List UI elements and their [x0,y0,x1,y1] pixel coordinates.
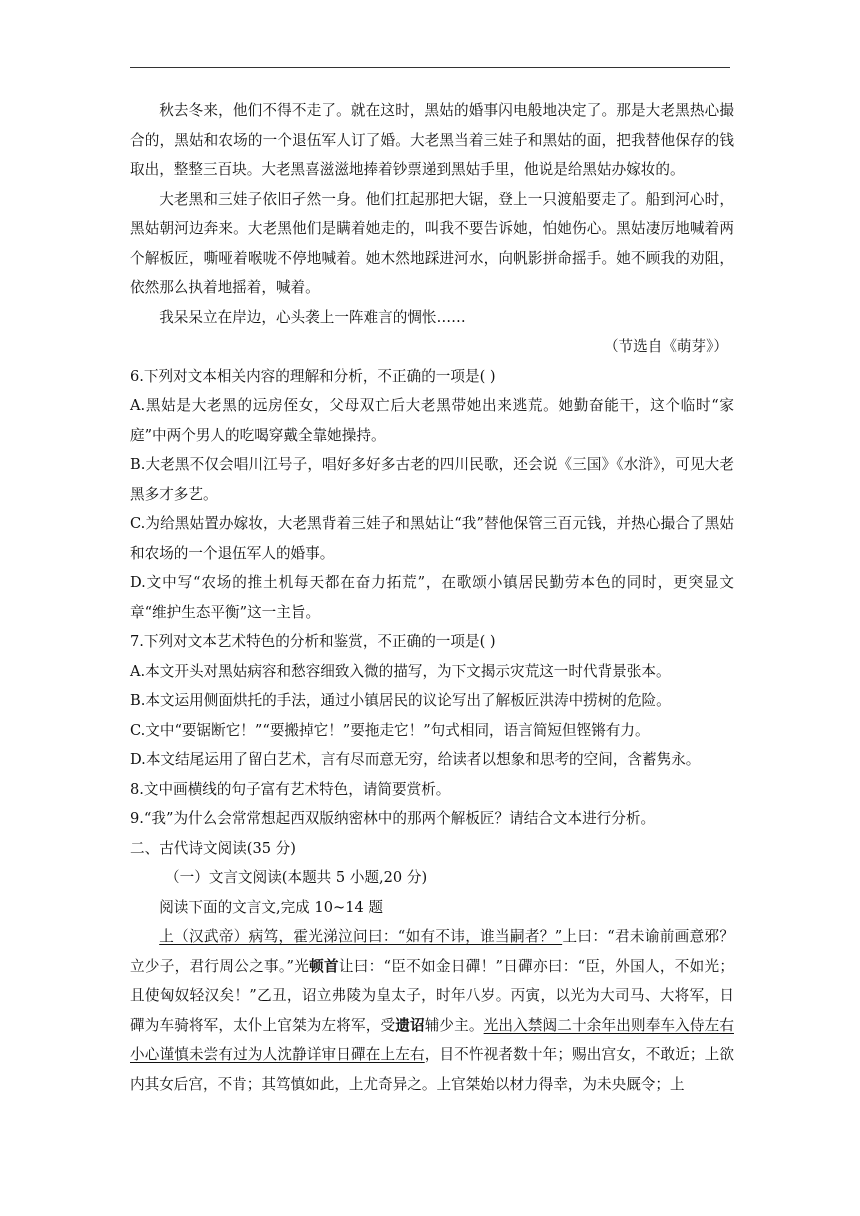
section-heading: 二、古代诗文阅读(35 分) [130,839,296,857]
question-7-option-a: A.本文开头对黑姑病容和愁容细致入微的描写，为下文揭示灾荒这一时代背景张本。 [130,662,671,680]
question-6-stem: 6.下列对文本相关内容的理解和分析，不正确的一项是( ) [130,367,496,385]
question-6-option-d: D.文中写“农场的推土机每天都在奋力拓荒”，在歌颂小镇居民勤劳本色的同时，更突显文章“维护生态平衡”这一主旨。 [130,574,734,621]
question-7-option-b: B.本文运用侧面烘托的手法，通过小镇居民的议论写出了解板匠洪涛中捞树的危险。 [130,692,671,709]
classical-text-4: ，目不忤视者数十年；赐出宫女，不敢近；上欲内其女后宫，不肯；其笃慎如此，上尤奇异之。上官桀始以材力得幸，为未央厩令；上 [130,1046,734,1093]
underlined-sentence-2: 光出入禁闼二十余年出则奉车入侍左右小心谨慎未尝有过为人沈静详审日磾在上左右 [130,1016,734,1063]
classical-text-1: 上曰：“君未谕前画意邪？立少子，君行周公之事。”光 [130,928,734,975]
question-8: 8.文中画横线的句子富有艺术特色，请简要赏析。 [130,780,451,798]
question-6-option-a: A.黑姑是大老黑的远房侄女，父母双亡后大老黑带她出来逃荒。她勤奋能干，这个临时“家庭”中两个男人的吃喝穿戴全靠她操持。 [130,397,734,444]
passage-paragraph-2: 大老黑和三娃子依旧孑然一身。他们扛起那把大锯，登上一只渡船要走了。船到河心时，黑姑朝河边奔来。大老黑他们是瞒着她走的，叫我不要告诉她，怕她伤心。黑姑凄厉地喊着两个解板匠，嘶哑着喉咙不停地喊着。她木然地踩进河水，向帆影拼命摇手。她不顾我的劝阻，依然那么执着地摇着，喊着。 [130,190,734,296]
question-9: 9.“我”为什么会常常想起西双版纳密林中的那两个解板匠？请结合文本进行分析。 [130,810,656,827]
content-area [130,96,734,1099]
reading-instruction: 阅读下面的文言文,完成 10~14 题 [159,898,384,916]
classical-text-2: 让曰：“臣不如金日磾！”日磾亦曰：“臣，外国人，不如光；且使匈奴轻汉矣！”乙丑，诏立弗陵为皇太子，时年八岁。丙寅，以光为大司马、大将军，日磾为车骑将军，太仆上官桀为左将军，受 [130,957,734,1034]
bold-term-dunshou: 顿首 [309,957,339,975]
question-6-option-b: B.大老黑不仅会唱川江号子，唱好多好多古老的四川民歌，还会说《三国》《水浒》，可见大老黑多才多艺。 [130,456,734,503]
header-rule [130,67,730,68]
underlined-sentence-1: 上（汉武帝）病笃，霍光涕泣问曰：“如有不讳，谁当嗣者？” [159,928,563,945]
passage-source: （节选自《萌芽》） [603,338,728,355]
subsection-heading: （一）文言文阅读(本题共 5 小题,20 分) [165,869,428,886]
question-7-option-c: C.文中“要锯断它！”“要搬掉它！”要拖走它！”句式相同，语言简短但铿锵有力。 [130,721,650,739]
classical-text-3: 辅少主。 [424,1016,484,1034]
question-6-option-c: C.为给黑姑置办嫁妆，大老黑背着三娃子和黑姑让“我”替他保管三百元钱，并热心撮合了黑姑和农场的一个退伍军人的婚事。 [130,515,734,562]
question-7-stem: 7.下列对文本艺术特色的分析和鉴赏，不正确的一项是( ) [130,633,496,650]
classical-passage [130,922,734,1099]
question-7-option-d: D.本文结尾运用了留白艺术，言有尽而意无穷，给读者以想象和思考的空间，含蓄隽永。 [130,751,701,768]
bold-term-yizhao: 遗诏 [395,1016,425,1034]
passage-paragraph-3: 我呆呆立在岸边，心头袭上一阵难言的惆怅…… [159,308,466,326]
passage-paragraph-1: 秋去冬来，他们不得不走了。就在这时，黑姑的婚事闪电般地决定了。那是大老黑热心撮合的，黑姑和农场的一个退伍军人订了婚。大老黑当着三娃子和黑姑的面，把我替他保存的钱取出，整整三百块。大老黑喜滋滋地捧着钞票递到黑姑手里，他说是给黑姑办嫁妆的。 [130,102,734,178]
